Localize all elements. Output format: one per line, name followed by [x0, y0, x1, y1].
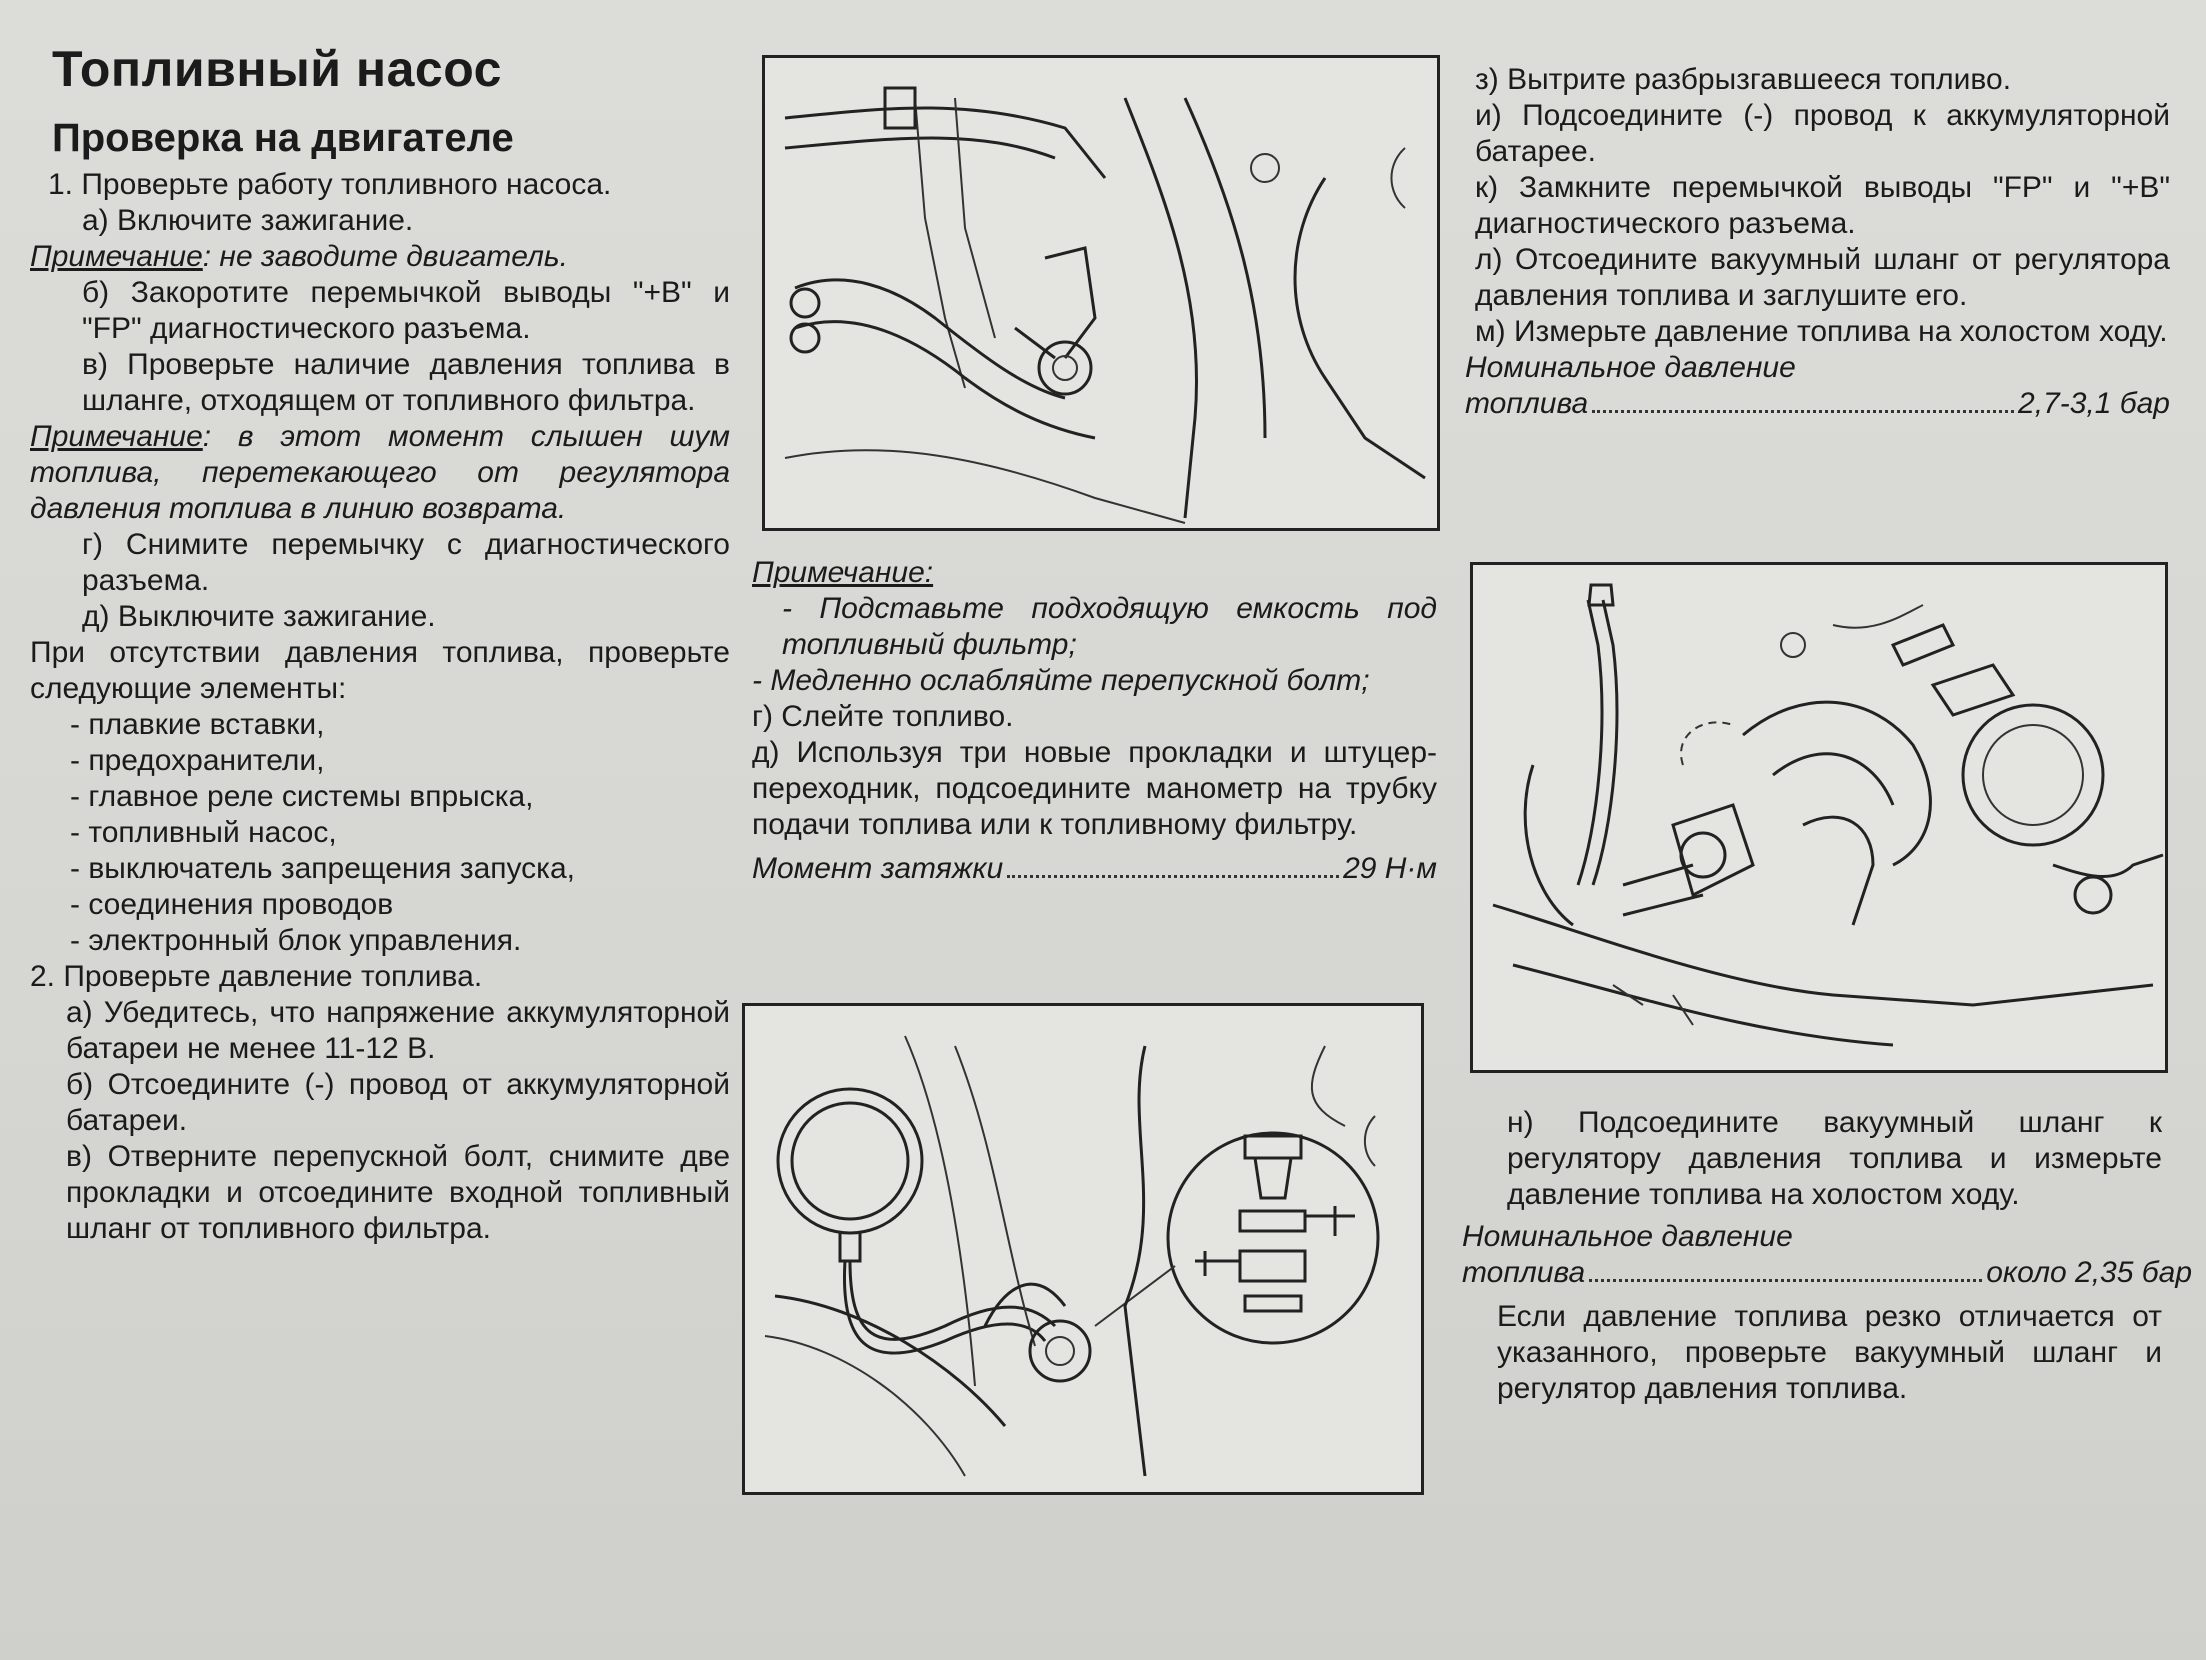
- pressure-gauge-figure: [742, 1003, 1424, 1495]
- step-n: н) Подсоедините вакуумный шланг к регулятору давления топлива и измерьте давление топлива на холостом ходу.: [1507, 1106, 2162, 1211]
- right-column-top: [1465, 62, 2170, 422]
- absent-intro: При отсутствии давления топлива, проверьте следующие элементы:: [30, 636, 730, 705]
- pressure-gauge-drawing: [745, 1006, 1421, 1492]
- step-m: м) Измерьте давление топлива на холостом ходу.: [1475, 315, 2168, 348]
- note-2-label: Примечание: [30, 420, 203, 453]
- spec-2-value: около 2,35 бар: [1986, 1256, 2192, 1289]
- section-subtitle: Проверка на двигателе: [52, 116, 514, 160]
- engine-regulator-drawing: [1473, 565, 2165, 1070]
- note-2: [30, 419, 730, 527]
- step-1b: б) Закоротите перемычкой выводы "+B" и "FP" диагностического разъема.: [82, 276, 730, 345]
- list-item: - топливный насос,: [70, 816, 337, 849]
- spec-1-label: топлива: [1465, 387, 1589, 420]
- step-1: 1. Проверьте работу топливного насоса.: [48, 168, 612, 201]
- leader-dots: [1592, 410, 2014, 413]
- page-title: Топливный насос: [52, 41, 502, 97]
- list-item: - предохранители,: [70, 744, 325, 777]
- torque-value: 29 Н·м: [1343, 852, 1437, 885]
- pressure-spec-2: [1462, 1219, 2192, 1291]
- check-list: [30, 707, 730, 959]
- pressure-spec-1: [1465, 350, 2170, 422]
- step-1a: а) Включите зажигание.: [82, 204, 414, 237]
- middle-column: [752, 555, 1437, 887]
- torque-spec: [752, 851, 1437, 887]
- step-l: л) Отсоедините вакуумный шланг от регулятора давления топлива и заглушите его.: [1475, 243, 2170, 312]
- list-item: - соединения проводов: [70, 888, 394, 921]
- note-2-text: : в этот момент слышен шум топлива, перетекающего от регулятора давления топлива в линию возврата.: [30, 420, 730, 525]
- middle-note: [752, 555, 1437, 591]
- step-k: к) Замкните перемычкой выводы "FP" и "+B" диагностического разъема.: [1475, 171, 2170, 240]
- leader-dots: [1589, 1279, 1982, 1282]
- list-item: - электронный блок управления.: [70, 924, 522, 957]
- middle-note-line-2: - Медленно ослабляйте перепускной болт;: [752, 664, 1370, 697]
- list-item: - выключатель запрещения запуска,: [70, 852, 575, 885]
- spec-2-line-1: Номинальное давление: [1462, 1220, 1793, 1253]
- step-2a: а) Убедитесь, что напряжение аккумуляторной батареи не менее 11-12 В.: [66, 996, 730, 1065]
- list-item: - главное реле системы впрыска,: [70, 780, 534, 813]
- fuel-filter-drawing: [765, 58, 1437, 528]
- step-1d: д) Выключите зажигание.: [82, 600, 436, 633]
- spec-1-row: [1465, 386, 2170, 422]
- list-item: - плавкие вставки,: [70, 708, 325, 741]
- note-1-text: : не заводите двигатель.: [202, 240, 568, 273]
- step-2: 2. Проверьте давление топлива.: [30, 960, 483, 993]
- leader-dots: [1007, 875, 1339, 878]
- final-paragraph: Если давление топлива резко отличается от указанного, проверьте вакуумный шланг и регулятор давления топлива.: [1497, 1300, 2162, 1405]
- step-2v: в) Отверните перепускной болт, снимите две прокладки и отсоедините входной топливный шланг от топливного фильтра.: [66, 1140, 730, 1245]
- step-g: г) Слейте топливо.: [752, 700, 1014, 733]
- fuel-filter-figure: [762, 55, 1440, 531]
- spec-2-label: топлива: [1462, 1256, 1586, 1289]
- step-i: и) Подсоедините (-) провод к аккумуляторной батарее.: [1475, 99, 2170, 168]
- step-z: з) Вытрите разбрызгавшееся топливо.: [1475, 63, 2012, 96]
- middle-note-label: Примечание:: [752, 556, 934, 589]
- spec-1-value: 2,7-3,1 бар: [2018, 387, 2170, 420]
- middle-note-line-1: - Подставьте подходящую емкость под топливный фильтр;: [782, 592, 1437, 661]
- torque-label: Момент затяжки: [752, 852, 1004, 885]
- left-column: [30, 40, 730, 1247]
- note-1: [30, 239, 730, 275]
- step-1g: г) Снимите перемычку с диагностического разъема.: [82, 528, 730, 597]
- spec-2-row: [1462, 1255, 2192, 1291]
- step-d: д) Используя три новые прокладки и штуцер-переходник, подсоедините манометр на трубку подачи топлива или к топливному фильтру.: [752, 736, 1437, 841]
- spec-1-line-1: Номинальное давление: [1465, 351, 1796, 384]
- step-2b: б) Отсоедините (-) провод от аккумуляторной батареи.: [66, 1068, 730, 1137]
- step-1v: в) Проверьте наличие давления топлива в шланге, отходящем от топливного фильтра.: [82, 348, 730, 417]
- right-column-bottom: [1462, 1105, 2192, 1407]
- note-1-label: Примечание: [30, 240, 203, 273]
- engine-regulator-figure: [1470, 562, 2168, 1073]
